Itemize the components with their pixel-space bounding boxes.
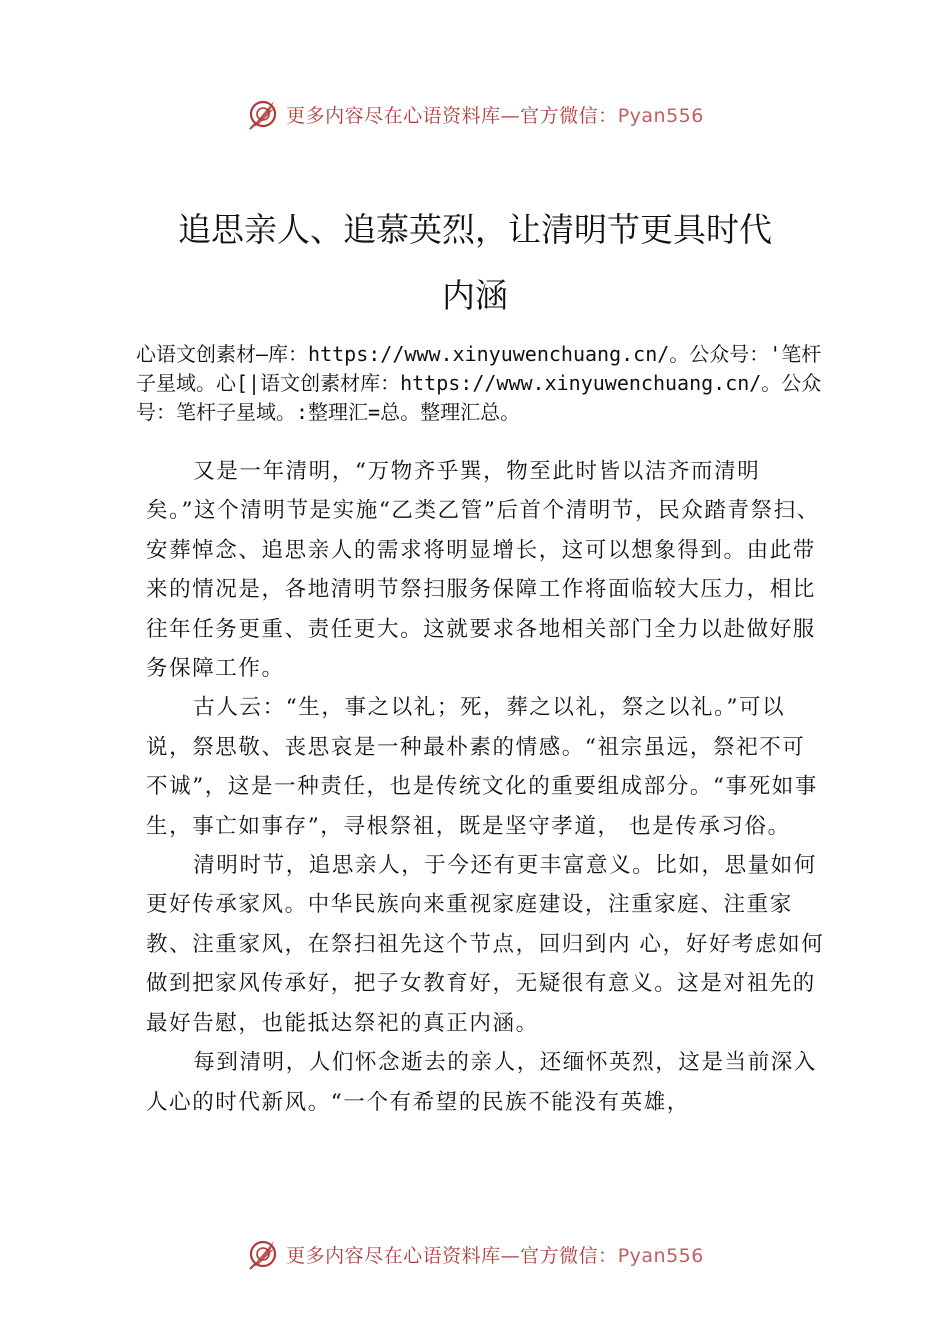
source-meta-text: 心语文创素材—库：https://www.xinyuwenchuang.cn/。公众号：'笔杆子星域。心[|语文创素材库：https://www.xinyuwenchuang.cn/。公众号：笔杆子星域。:整理汇=总。整理汇总。 [136, 342, 822, 424]
watermark-separator: — [500, 104, 521, 127]
quill-logo-icon [246, 1237, 280, 1271]
watermark-site: 更多内容尽在心语资料库 [286, 1244, 501, 1267]
watermark-site: 更多内容尽在心语资料库 [286, 104, 501, 127]
watermark-wechat-id: Pyan556 [617, 1244, 704, 1267]
watermark-banner-top [0, 94, 950, 134]
watermark-text [286, 1241, 704, 1268]
watermark-wechat-label: 官方微信： [520, 104, 618, 127]
article-body [146, 452, 826, 1122]
paragraph-2: 古人云：“生，事之以礼；死，葬之以礼，祭之以礼。”可以说，祭思敬、丧思哀是一种最朴素的情感。“祖宗虽远，祭祀不可不诚”，这是一种责任，也是传统文化的重要组成部分。“事死如事生，事亡如事存”，寻根祭祖，既是坚守孝道， 也是传承习俗。 [146, 695, 818, 839]
paragraph-3: 清明时节，追思亲人，于今还有更丰富意义。比如，思量如何更好传承家风。中华民族向来重视家庭建设，注重家庭、注重家教、注重家风，在祭扫祖先这个节点，回归到内 心，好好考虑如何做到把家风传承好，把子女教育好，无疑很有意义。这是对祖先的最好告慰，也能抵达祭祀的真正内涵。 [146, 853, 825, 1036]
document-title-line-1: 追思亲人、追慕英烈，让清明节更具时代 [178, 210, 772, 249]
document-title-line-2: 内涵 [442, 276, 508, 315]
paragraph-4: 每到清明，人们怀念逝去的亲人，还缅怀英烈，这是当前深入人心的时代新风。“一个有希望的民族不能没有英雄， [146, 1050, 817, 1115]
watermark-banner-bottom [0, 1234, 950, 1274]
watermark-separator: — [500, 1244, 521, 1267]
quill-logo-icon [246, 97, 280, 131]
paragraph-1: 又是一年清明，“万物齐乎巽，物至此时皆以洁齐而清明矣。”这个清明节是实施“乙类乙管”后首个清明节，民众踏青祭扫、安葬悼念、追思亲人的需求将明显增长，这可以想象得到。由此带来的情况是，各地清明节祭扫服务保障工作将面临较大压力，相比往年任务更重、责任更大。这就要求各地相关部门全力以赴做好服务保障工作。 [146, 459, 820, 682]
watermark-wechat-label: 官方微信： [520, 1244, 618, 1267]
watermark-text [286, 101, 704, 128]
watermark-wechat-id: Pyan556 [617, 104, 704, 127]
